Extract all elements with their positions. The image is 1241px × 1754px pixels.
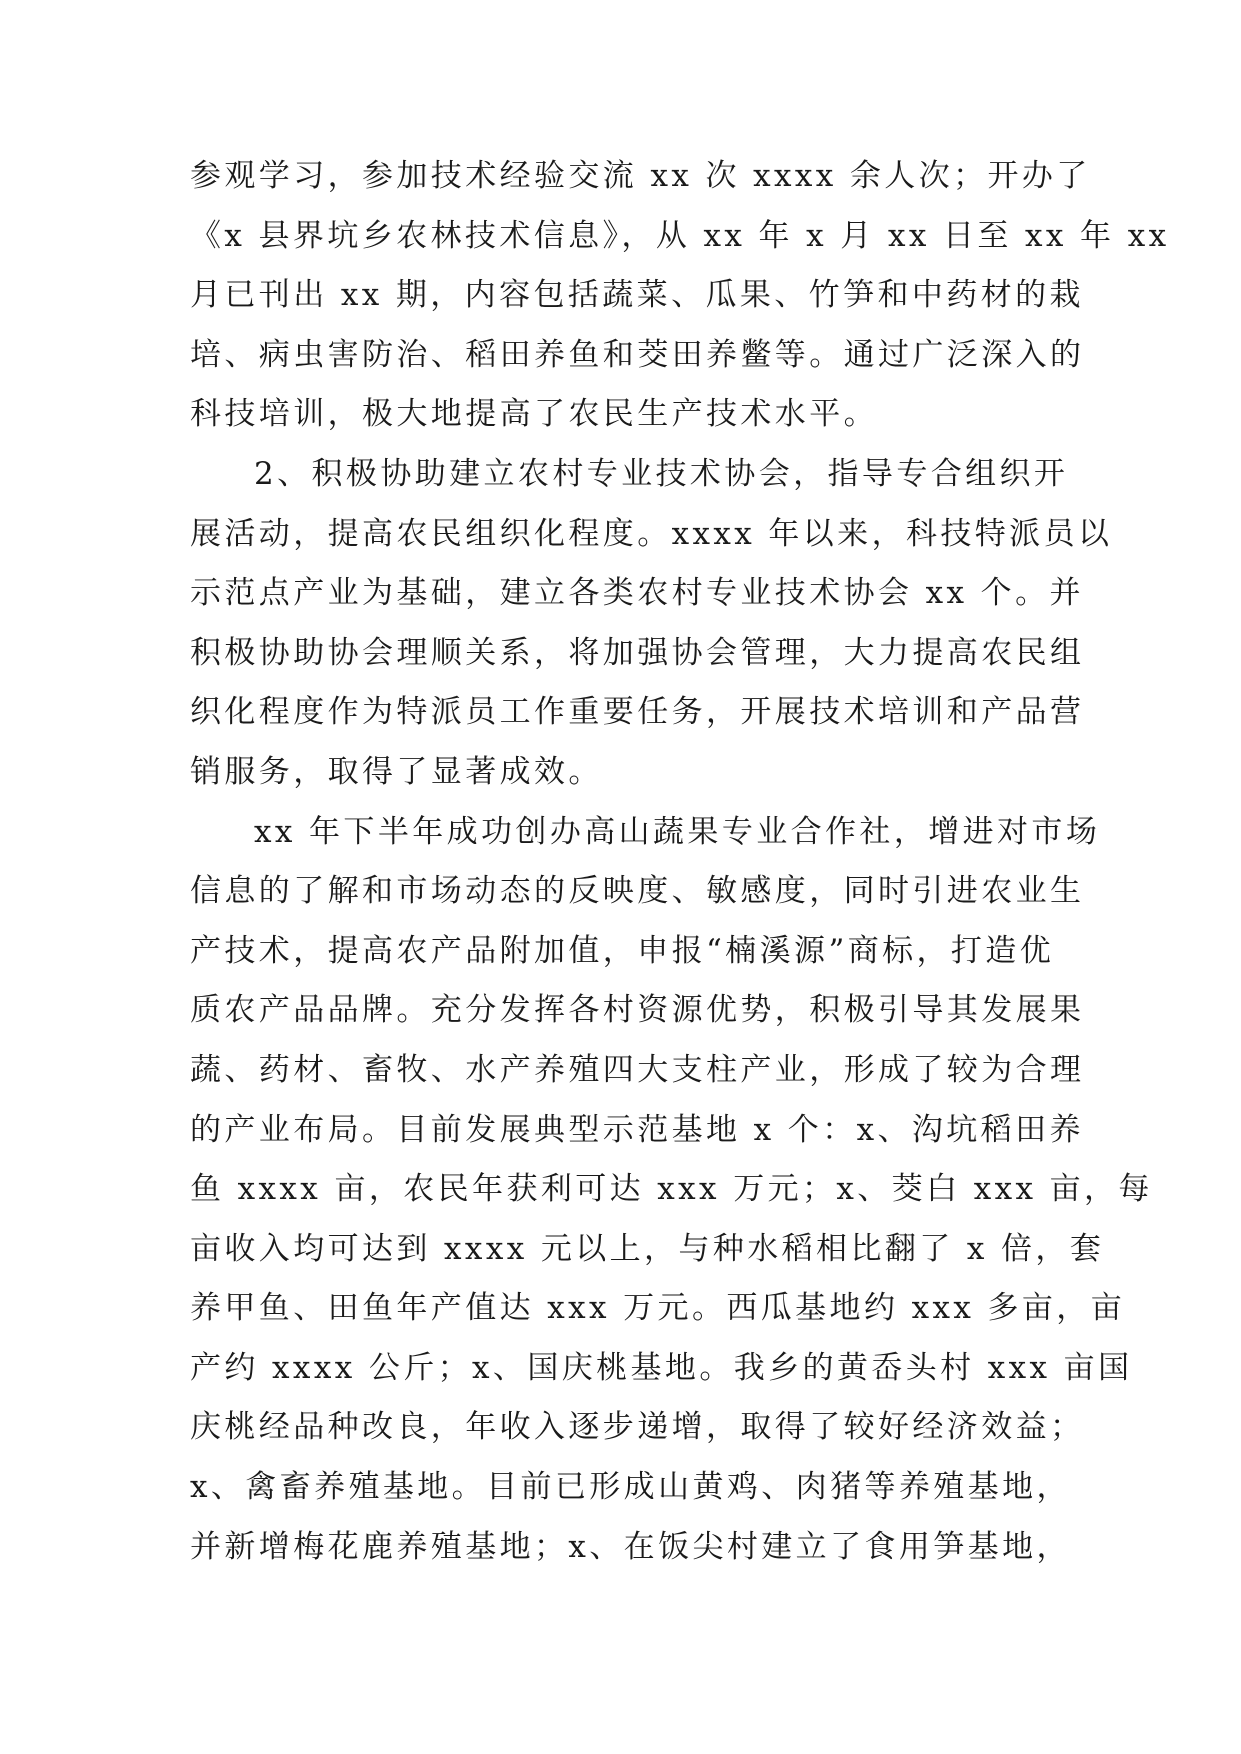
- text-line: 织化程度作为特派员工作重要任务，开展技术培训和产品营: [190, 694, 1085, 731]
- text-line: 产约 xxxx 公斤；x、国庆桃基地。我乡的黄岙头村 xxx 亩国: [190, 1349, 1133, 1386]
- text-line: 科技培训，极大地提高了农民生产技术水平。: [190, 396, 878, 433]
- text-line: 参观学习，参加技术经验交流 xx 次 xxxx 余人次；开办了: [190, 158, 1091, 194]
- text-line: xx 年下半年成功创办高山蔬果专业合作社，增进对市场: [254, 813, 1101, 850]
- text-line: 鱼 xxxx 亩，农民年获利可达 xxx 万元；x、茭白 xxx 亩，每: [190, 1171, 1153, 1208]
- text-line: 庆桃经品种改良，年收入逐步递增，取得了较好经济效益；: [190, 1409, 1085, 1446]
- text-line: 产技术，提高农产品附加值，申报“楠溪源”商标，打造优: [190, 932, 1055, 969]
- text-line: 销服务，取得了显著成效。: [190, 753, 603, 790]
- text-line: 展活动，提高农民组织化程度。xxxx 年以来，科技特派员以: [190, 515, 1113, 552]
- text-line: 培、病虫害防治、稻田养鱼和茭田养鳖等。通过广泛深入的: [190, 336, 1085, 373]
- text-line: x、禽畜养殖基地。目前已形成山黄鸡、肉猪等养殖基地，: [190, 1469, 1071, 1506]
- text-line: 示范点产业为基础，建立各类农村专业技术协会 xx 个。并: [190, 575, 1084, 612]
- text-line: 的产业布局。目前发展典型示范基地 x 个：x、沟坑稻田养: [190, 1111, 1084, 1148]
- text-line: 质农产品品牌。充分发挥各村资源优势，积极引导其发展果: [190, 992, 1085, 1029]
- body-text: [190, 147, 1170, 1577]
- text-line: 亩收入均可达到 xxxx 元以上，与种水稻相比翻了 x 倍，套: [190, 1230, 1105, 1267]
- text-line: 并新增梅花鹿养殖基地；x、在饭尖村建立了食用笋基地，: [190, 1528, 1071, 1565]
- text-line: 《x 县界坑乡农林技术信息》，从 xx 年 x 月 xx 日至 xx 年 xx: [190, 217, 1170, 254]
- text-line: 2、积极协助建立农村专业技术协会，指导专合组织开: [254, 455, 1069, 492]
- text-line: 积极协助协会理顺关系，将加强协会管理，大力提高农民组: [190, 634, 1085, 671]
- text-line: 蔬、药材、畜牧、水产养殖四大支柱产业，形成了较为合理: [190, 1051, 1085, 1088]
- text-line: 信息的了解和市场动态的反映度、敏感度，同时引进农业生: [190, 873, 1085, 910]
- text-line: 养甲鱼、田鱼年产值达 xxx 万元。西瓜基地约 xxx 多亩，亩: [190, 1290, 1126, 1327]
- text-line: 月已刊出 xx 期，内容包括蔬菜、瓜果、竹笋和中药材的栽: [190, 277, 1084, 314]
